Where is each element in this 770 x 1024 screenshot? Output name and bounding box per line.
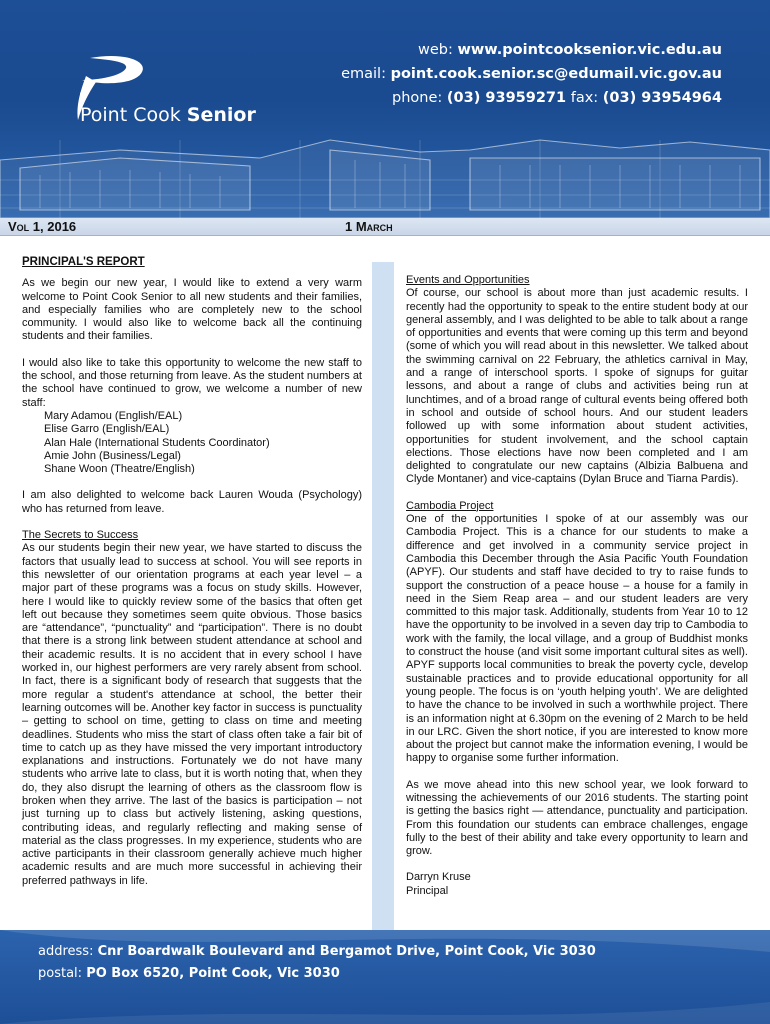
signature-name: Darryn Kruse — [406, 871, 471, 884]
address-line: address: Cnr Boardwalk Boulevard and Bergamot Drive, Point Cook, Vic 3030 — [38, 944, 596, 959]
logo-wordmark: Point Cook Senior — [80, 104, 256, 126]
email-link[interactable]: point.cook.senior.sc@edumail.vic.gov.au — [390, 66, 722, 82]
new-staff-paragraph: I would also like to take this opportunity to welcome the new staff to the school, and those returning from leave. As the student numbers at the school have continued to grow, we welcome a number of new staff: — [22, 356, 362, 409]
issue-info-bar — [0, 218, 770, 236]
footer — [0, 930, 770, 1024]
cambodia-text: One of the opportunities I spoke of at our assembly was our Cambodia Project. This is a chance for our students to make a difference and get involved in a community service project in Cambodia this December through the Asia Pacific Youth Foundation (APYF). Our students and staff have decided to try to raise funds to support the construction of a peace house – a house for a family in need in the Siem Reap area – and our student leaders are very committed to this major task. Additionally, students from Year 10 to 12 have the opportunity to be involved in a seven day trip to Cambodia to work with the family, the local village, and a group of Buddhist monks to construct the house (and visit some important cultural sites as well). APYF supports local communities to break the poverty cycle, develop sustainable practices and to provide educational opportunity for all young people. The focus is on ‘youth helping youth’. We are delighted to have the chance to be involved in such a worthwhile project. There is an information night at 6.30pm on the evening of 2 March to be held in our LRC. Given the short notice, if you are interested to know more about the project but cannot make the information evening, I would be happy to organise some further information. — [406, 513, 748, 765]
signature-block — [406, 871, 748, 898]
events-section — [406, 274, 748, 487]
list-item: Elise Garro (English/EAL) — [44, 423, 170, 436]
secrets-heading: The Secrets to Success — [22, 529, 139, 542]
email-line: email: point.cook.senior.sc@edumail.vic.gov.au — [341, 66, 722, 82]
events-text: Of course, our school is about more than just academic results. I recently had the opportunity to speak to the entire student body at our general assembly, and I was delighted to be able to talk about a range of opportunities and events that were coming up this term and beyond (some of which you will read about in this newsletter. We talked about the swimming carnival on 22 February, the athletics carnival in May, and a range of interschool sports. I spoke of signups for guitar lessons, and about a range of clubs and activities being run at lunchtimes, and of a broad range of cultural events being offered both in school and outside of school hours. And our student leaders followed up with some information about student activities, opportunities for student involvement, and the school captain elections. Those elections have now been completed and I am delighted to congratulate our new captains (Albizia Balbuena and Clyde Montaner) and vice-captains (Dylan Bruce and Tiarna Pardis). — [406, 287, 748, 486]
volume-label: Vol 1, 2016 — [8, 219, 77, 234]
column-divider — [372, 262, 394, 934]
welcome-back-paragraph: I am also delighted to welcome back Lauren Wouda (Psychology) who has returned from leave. — [22, 489, 362, 515]
postal-line: postal: PO Box 6520, Point Cook, Vic 3030 — [38, 966, 340, 981]
secrets-text: As our students begin their new year, we have started to discuss the factors that usually lead to success at school. You will see reports in this newsletter of our orientation programs at each year level – a major part of these programs was a focus on study skills. However, here I would like to quickly review some of the basics that often get left out because they sometimes seem quite obvious. Those basics are “attendance”, “punctuality” and “participation”. There is no doubt that there is a strong link between student attendance at school and their academic results. It is no accident that in every school I have worked in, our highest performers are very rarely absent from school. In fact, there is a significant body of research that suggests that the more regular a student's attendance at school, the better their learning outcomes will be. Another key factor in success is punctuality – getting to school on time, getting to class on time and meeting deadlines. Students who miss the start of class often take a fair bit of time to catch up as they have missed the very important introductory explanations and instructions. Fortunately we do not have many students who arrive late to class, but it is worth noting that, when they do, they also disrupt the learning of others as the classroom flow is broken when they arrive. The last of the basics is participation – not just turning up to class but actively listening, asking questions, contributing ideas, and regularly reflecting and making sense of material as the class progresses. In my experience, students who are active participants in their classroom generally achieve much higher academic results and are much more successful in achieving their preferred pathways in life. — [22, 542, 362, 887]
issue-date: 1 March — [345, 219, 393, 234]
cambodia-section — [406, 500, 748, 766]
right-column — [406, 274, 748, 898]
masthead — [0, 0, 770, 218]
school-logo-swoosh-icon — [52, 50, 242, 140]
phone-line: phone: (03) 93959271 fax: (03) 93954964 — [392, 90, 722, 106]
list-item: Shane Woon (Theatre/English) — [44, 463, 195, 476]
list-item: Mary Adamou (English/EAL) — [44, 409, 183, 422]
phone-number: (03) 93959271 — [446, 90, 567, 106]
events-heading: Events and Opportunities — [406, 274, 530, 286]
website-line: web: www.pointcooksenior.vic.edu.au — [418, 42, 722, 58]
signature-title: Principal — [406, 884, 449, 897]
list-item: Amie John (Business/Legal) — [44, 449, 181, 462]
welcome-paragraph: As we begin our new year, I would like to extend a very warm welcome to Point Cook Senior to all new students and their families, and especially families who are completely new to the school community. I would also like to welcome back all the continuing students and their families. — [22, 277, 362, 343]
report-title: PRINCIPAL'S REPORT — [22, 256, 145, 268]
secrets-section — [22, 529, 362, 888]
list-item: Alan Hale (International Students Coordinator) — [44, 436, 270, 449]
cambodia-heading: Cambodia Project — [406, 499, 494, 512]
left-column — [22, 256, 362, 901]
closing-paragraph: As we move ahead into this new school year, we look forward to witnessing the achievements of our 2016 students. The starting point is getting the basics right — attendance, punctuality and participation. From this foundation our students can embrace challenges, engage fully to the best of their ability and take every opportunity to learn and grow. — [406, 778, 748, 858]
fax-number: (03) 93954964 — [602, 90, 722, 106]
website-link[interactable]: www.pointcooksenior.vic.edu.au — [457, 42, 722, 58]
new-staff-list — [22, 410, 362, 476]
